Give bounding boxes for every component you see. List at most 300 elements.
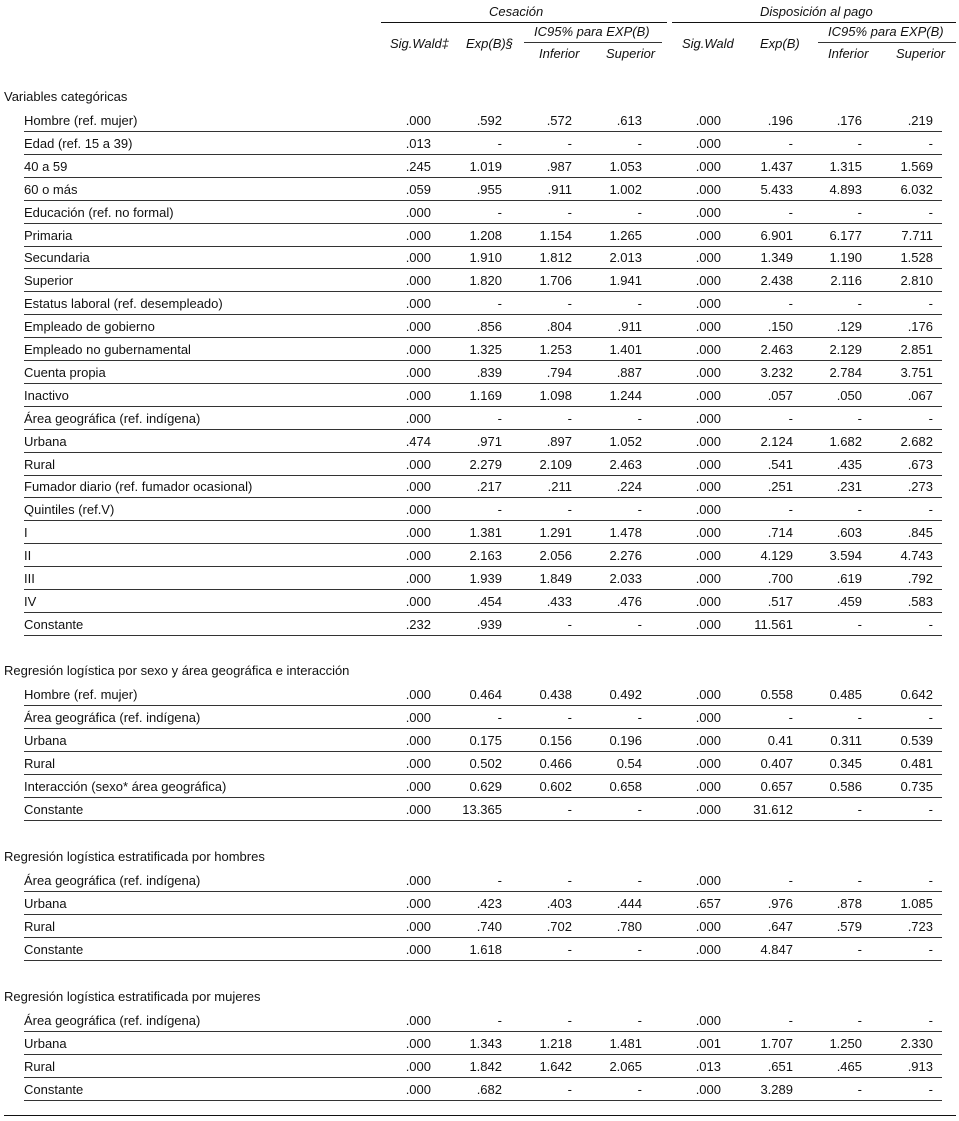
table-cell: 3.594	[829, 548, 862, 564]
table-cell: 13.365	[462, 801, 502, 817]
table-cell: .897	[546, 433, 572, 449]
table-row	[0, 133, 959, 155]
table-row	[0, 707, 959, 729]
row-divider	[24, 589, 942, 590]
row-divider	[24, 914, 942, 915]
table-cell: -	[637, 1081, 642, 1097]
table-cell: -	[788, 410, 793, 426]
table-cell: 0.311	[830, 732, 862, 748]
table-cell: .403	[546, 895, 572, 911]
table-cell: 0.54	[616, 755, 642, 771]
table-cell: .000	[695, 941, 721, 957]
table-cell: .000	[405, 548, 431, 564]
row-divider	[24, 291, 942, 292]
table-cell: .792	[907, 571, 933, 586]
table-cell: -	[788, 709, 793, 725]
table-cell: 1.381	[469, 525, 502, 541]
table-row	[0, 684, 959, 706]
table-row	[0, 893, 959, 915]
table-cell: .592	[476, 113, 502, 128]
table-cell: -	[637, 296, 642, 312]
table-cell: .000	[695, 227, 721, 243]
table-cell: .000	[405, 895, 431, 911]
row-divider	[24, 314, 942, 315]
table-cell: .000	[695, 502, 721, 518]
col-header-superior-2: Superior	[896, 46, 946, 61]
table-cell: 1.253	[539, 342, 572, 357]
table-cell: -	[637, 502, 642, 518]
table-cell: 1.569	[900, 158, 933, 174]
table-cell: 4.847	[760, 941, 793, 957]
table-cell: 2.330	[900, 1035, 933, 1051]
table-cell: -	[567, 873, 572, 888]
row-label: Constante	[24, 801, 84, 817]
table-cell: 4.743	[900, 548, 933, 564]
table-cell: .013	[405, 135, 431, 151]
table-cell: 0.464	[469, 687, 502, 702]
table-cell: 0.658	[609, 778, 642, 794]
table-cell: 1.250	[829, 1035, 862, 1051]
table-cell: .000	[695, 296, 721, 312]
table-cell: 0.481	[900, 755, 933, 771]
row-divider	[24, 937, 942, 938]
table-cell: 7.711	[901, 227, 933, 243]
table-cell: -	[857, 616, 862, 632]
table-cell: .000	[405, 571, 431, 586]
table-row	[0, 776, 959, 798]
table-row	[0, 339, 959, 361]
row-label: Área geográfica (ref. indígena)	[24, 873, 201, 888]
row-divider	[24, 497, 942, 498]
table-cell: .000	[695, 525, 721, 541]
table-cell: 2.682	[900, 433, 933, 449]
table-cell: 2.013	[609, 250, 642, 266]
table-cell: .273	[907, 479, 933, 495]
row-label: Rural	[24, 755, 56, 771]
row-label: III	[24, 571, 35, 586]
table-row	[0, 939, 959, 961]
table-cell: -	[857, 296, 862, 312]
row-label: Área geográfica (ref. indígena)	[24, 410, 201, 426]
row-divider	[24, 566, 942, 567]
section-title: Variables categóricas	[4, 89, 128, 104]
table-cell: 0.156	[539, 732, 572, 748]
row-divider	[24, 891, 942, 892]
table-cell: -	[497, 296, 502, 312]
table-cell: -	[637, 410, 642, 426]
table-cell: 6.032	[900, 181, 933, 197]
table-cell: .232	[405, 616, 431, 632]
table-cell: -	[567, 1013, 572, 1028]
table-cell: 0.492	[609, 687, 642, 702]
row-divider	[24, 612, 942, 613]
table-cell: 1.528	[900, 250, 933, 266]
table-cell: .000	[695, 616, 721, 632]
row-divider	[24, 820, 942, 821]
table-cell: .845	[907, 525, 933, 541]
table-cell: -	[637, 1013, 642, 1028]
row-label: Hombre (ref. mujer)	[24, 687, 138, 702]
table-cell: .794	[546, 364, 572, 380]
row-divider	[24, 475, 942, 476]
table-cell: .000	[405, 456, 431, 472]
table-cell: 1.291	[539, 525, 572, 541]
table-cell: .000	[405, 479, 431, 495]
table-cell: 1.812	[539, 250, 572, 266]
col-header-sig-wald-2: Sig.Wald	[682, 36, 734, 51]
table-cell: 3.751	[900, 364, 933, 380]
table-cell: .000	[695, 778, 721, 794]
table-cell: .000	[695, 456, 721, 472]
table-row	[0, 293, 959, 315]
row-label: Constante	[24, 616, 84, 632]
table-cell: 0.175	[469, 732, 502, 748]
table-cell: 1.939	[469, 571, 502, 586]
table-cell: .000	[405, 502, 431, 518]
table-cell: -	[928, 135, 933, 151]
table-cell: .000	[695, 687, 721, 702]
row-divider	[24, 200, 942, 201]
table-cell: 1.481	[609, 1035, 642, 1051]
table-cell: 0.657	[760, 778, 793, 794]
table-cell: .000	[405, 687, 431, 702]
col-header-expb-2: Exp(B)	[760, 36, 800, 51]
table-row	[0, 408, 959, 430]
row-divider	[24, 154, 942, 155]
table-cell: -	[567, 204, 572, 220]
row-divider	[24, 223, 942, 224]
table-cell: -	[567, 709, 572, 725]
table-cell: 1.618	[469, 941, 502, 957]
table-cell: 1.325	[469, 342, 502, 357]
table-cell: -	[928, 801, 933, 817]
table-cell: .219	[907, 113, 933, 128]
table-cell: .700	[767, 571, 793, 586]
row-divider	[24, 728, 942, 729]
table-cell: 0.438	[539, 687, 572, 702]
table-cell: 1.154	[539, 227, 572, 243]
table-cell: .682	[476, 1081, 502, 1097]
table-cell: .000	[695, 1013, 721, 1028]
table-cell: .000	[405, 732, 431, 748]
table-cell: .000	[695, 571, 721, 586]
table-row	[0, 247, 959, 269]
table-cell: -	[567, 1081, 572, 1097]
table-cell: -	[928, 502, 933, 518]
table-cell: -	[497, 410, 502, 426]
table-cell: -	[928, 410, 933, 426]
table-cell: -	[928, 204, 933, 220]
table-cell: .987	[546, 158, 572, 174]
table-cell: 1.085	[900, 895, 933, 911]
row-label: Hombre (ref. mujer)	[24, 113, 138, 128]
table-cell: .955	[476, 181, 502, 197]
row-label: Estatus laboral (ref. desempleado)	[24, 296, 223, 312]
table-row	[0, 545, 959, 567]
table-cell: -	[637, 873, 642, 888]
table-cell: 1.190	[829, 250, 862, 266]
table-row	[0, 431, 959, 453]
table-cell: .000	[405, 410, 431, 426]
table-cell: -	[567, 296, 572, 312]
table-cell: .000	[695, 433, 721, 449]
table-cell: -	[637, 801, 642, 817]
table-cell: -	[928, 1081, 933, 1097]
row-divider	[24, 246, 942, 247]
table-cell: -	[497, 502, 502, 518]
table-cell: .129	[836, 319, 862, 335]
row-label: I	[24, 525, 28, 541]
table-row	[0, 591, 959, 613]
table-row	[0, 870, 959, 892]
group-header-cesacion: Cesación	[489, 4, 544, 19]
table-cell: .057	[767, 387, 793, 403]
row-divider	[24, 406, 942, 407]
table-cell: 4.893	[829, 181, 862, 197]
table-cell: -	[928, 709, 933, 725]
row-label: 60 o más	[24, 181, 78, 197]
table-cell: 1.002	[609, 181, 642, 197]
table-cell: -	[928, 873, 933, 888]
table-cell: 1.642	[539, 1058, 572, 1074]
table-cell: 0.41	[767, 732, 793, 748]
row-divider	[24, 797, 942, 798]
table-cell: -	[497, 709, 502, 725]
table-cell: .000	[405, 342, 431, 357]
table-cell: 0.539	[900, 732, 933, 748]
table-cell: .000	[405, 1035, 431, 1051]
table-cell: 1.098	[539, 387, 572, 403]
col-header-expb-1: Exp(B)§	[466, 36, 513, 51]
table-row	[0, 799, 959, 821]
table-cell: .740	[476, 918, 502, 934]
table-cell: 2.851	[900, 342, 933, 357]
table-cell: -	[637, 204, 642, 220]
table-cell: .444	[616, 895, 642, 911]
table-cell: -	[788, 502, 793, 518]
table-row	[0, 1033, 959, 1055]
row-label: Empleado no gubernamental	[24, 342, 191, 357]
table-cell: .714	[767, 525, 793, 541]
table-cell: 1.343	[469, 1035, 502, 1051]
table-cell: -	[857, 204, 862, 220]
row-divider	[24, 177, 942, 178]
table-cell: -	[567, 410, 572, 426]
table-cell: -	[788, 135, 793, 151]
table-cell: -	[497, 1013, 502, 1028]
table-cell: -	[637, 941, 642, 957]
table-cell: 1.849	[539, 571, 572, 586]
table-cell: .000	[695, 113, 721, 128]
ic-rule-1	[524, 42, 662, 43]
table-cell: -	[928, 1013, 933, 1028]
table-cell: 1.706	[539, 273, 572, 289]
table-cell: 0.407	[760, 755, 793, 771]
table-cell: -	[857, 1081, 862, 1097]
table-cell: .000	[695, 593, 721, 609]
table-cell: 1.401	[609, 342, 642, 357]
col-header-inferior-1: Inferior	[539, 46, 580, 61]
row-label: Rural	[24, 456, 56, 472]
row-label: Primaria	[24, 227, 73, 243]
row-label: Constante	[24, 1081, 84, 1097]
row-label: Empleado de gobierno	[24, 319, 155, 335]
table-cell: 1.053	[609, 158, 642, 174]
table-cell: .804	[546, 319, 572, 335]
table-row	[0, 202, 959, 224]
table-cell: -	[857, 873, 862, 888]
table-cell: 6.901	[760, 227, 793, 243]
col-header-inferior-2: Inferior	[828, 46, 869, 61]
group-rule-disposicion	[672, 22, 956, 23]
row-label: Urbana	[24, 433, 67, 449]
table-cell: 2.163	[469, 548, 502, 564]
table-cell: 1.820	[469, 273, 502, 289]
row-label: Edad (ref. 15 a 39)	[24, 135, 133, 151]
table-cell: 1.349	[760, 250, 793, 266]
row-label: 40 a 59	[24, 158, 68, 174]
table-cell: .000	[405, 873, 431, 888]
section-title: Regresión logística estratificada por mujeres	[4, 989, 261, 1004]
table-row	[0, 362, 959, 384]
table-cell: 11.561	[754, 616, 793, 632]
row-label: II	[24, 548, 32, 564]
row-label: Área geográfica (ref. indígena)	[24, 709, 201, 725]
table-cell: -	[857, 135, 862, 151]
table-cell: 2.056	[539, 548, 572, 564]
table-row	[0, 270, 959, 292]
table-cell: .000	[695, 1081, 721, 1097]
row-divider	[24, 543, 942, 544]
row-label: Rural	[24, 1058, 56, 1074]
table-cell: .000	[695, 548, 721, 564]
table-cell: .000	[405, 593, 431, 609]
table-cell: .176	[907, 319, 933, 335]
table-cell: .000	[695, 364, 721, 380]
row-label: Área geográfica (ref. indígena)	[24, 1013, 201, 1028]
table-cell: .476	[616, 593, 642, 609]
row-label: Superior	[24, 273, 74, 289]
table-cell: 1.244	[609, 387, 642, 403]
table-cell: 1.910	[469, 250, 502, 266]
table-cell: .911	[547, 181, 572, 197]
table-cell: .657	[695, 895, 721, 911]
table-cell: .000	[405, 273, 431, 289]
table-cell: .000	[405, 918, 431, 934]
table-cell: -	[567, 801, 572, 817]
section-title: Regresión logística estratificada por hombres	[4, 849, 265, 864]
table-cell: .217	[476, 479, 502, 495]
table-cell: .150	[767, 319, 793, 335]
table-cell: .050	[836, 387, 862, 403]
table-row	[0, 385, 959, 407]
table-cell: .224	[616, 479, 642, 495]
table-cell: -	[788, 1013, 793, 1028]
table-cell: .067	[907, 387, 933, 403]
row-divider	[24, 960, 942, 961]
table-cell: .000	[695, 410, 721, 426]
table-cell: 4.129	[760, 548, 793, 564]
row-divider	[24, 1031, 942, 1032]
table-cell: .000	[405, 1013, 431, 1028]
row-divider	[24, 383, 942, 384]
table-cell: 2.463	[760, 342, 793, 357]
row-label: Rural	[24, 918, 56, 934]
table-cell: .839	[476, 364, 502, 380]
table-cell: -	[497, 135, 502, 151]
table-cell: .613	[616, 113, 642, 128]
table-cell: 0.485	[829, 687, 862, 702]
group-rule-cesacion	[381, 22, 667, 23]
table-cell: .000	[695, 755, 721, 771]
table-cell: .001	[695, 1035, 721, 1051]
table-cell: 0.558	[760, 687, 793, 702]
table-row	[0, 1079, 959, 1101]
table-cell: 5.433	[760, 181, 793, 197]
table-cell: 1.052	[609, 433, 642, 449]
ic-rule-2	[818, 42, 956, 43]
row-divider	[24, 1100, 942, 1101]
table-cell: .583	[907, 593, 933, 609]
table-cell: 0.735	[900, 778, 933, 794]
table-cell: 3.289	[760, 1081, 793, 1097]
table-cell: .976	[767, 895, 793, 911]
table-cell: 0.602	[539, 778, 572, 794]
table-cell: 3.232	[760, 364, 793, 380]
row-divider	[24, 1054, 942, 1055]
table-cell: -	[788, 296, 793, 312]
table-cell: .433	[546, 593, 572, 609]
table-cell: -	[637, 616, 642, 632]
table-cell: .000	[405, 364, 431, 380]
table-cell: .000	[405, 227, 431, 243]
row-label: Cuenta propia	[24, 364, 106, 380]
table-cell: 0.502	[469, 755, 502, 771]
table-row	[0, 522, 959, 544]
row-divider	[24, 774, 942, 775]
table-cell: 31.612	[753, 801, 793, 817]
row-divider	[24, 429, 942, 430]
table-cell: 0.586	[829, 778, 862, 794]
table-row	[0, 916, 959, 938]
table-cell: 6.177	[829, 227, 862, 243]
table-cell: -	[857, 941, 862, 957]
table-cell: .000	[695, 250, 721, 266]
table-cell: .000	[405, 1081, 431, 1097]
table-cell: .000	[695, 181, 721, 197]
group-header-disposicion: Disposición al pago	[760, 4, 873, 19]
table-cell: .000	[695, 479, 721, 495]
table-cell: 0.629	[469, 778, 502, 794]
row-label: Constante	[24, 941, 84, 957]
table-cell: 1.707	[760, 1035, 793, 1051]
col-header-sig-wald-1: Sig.Wald‡	[390, 36, 450, 51]
row-divider	[24, 1077, 942, 1078]
row-label: Inactivo	[24, 387, 69, 403]
table-row	[0, 1056, 959, 1078]
table-cell: .000	[695, 204, 721, 220]
table-cell: .000	[405, 1058, 431, 1074]
table-row	[0, 225, 959, 247]
table-cell: .723	[907, 918, 933, 934]
table-cell: 2.129	[829, 342, 862, 357]
row-label: Urbana	[24, 895, 67, 911]
table-cell: .474	[405, 433, 431, 449]
table-cell: -	[567, 135, 572, 151]
table-cell: 2.033	[609, 571, 642, 586]
table-cell: .000	[695, 801, 721, 817]
table-cell: -	[567, 502, 572, 518]
